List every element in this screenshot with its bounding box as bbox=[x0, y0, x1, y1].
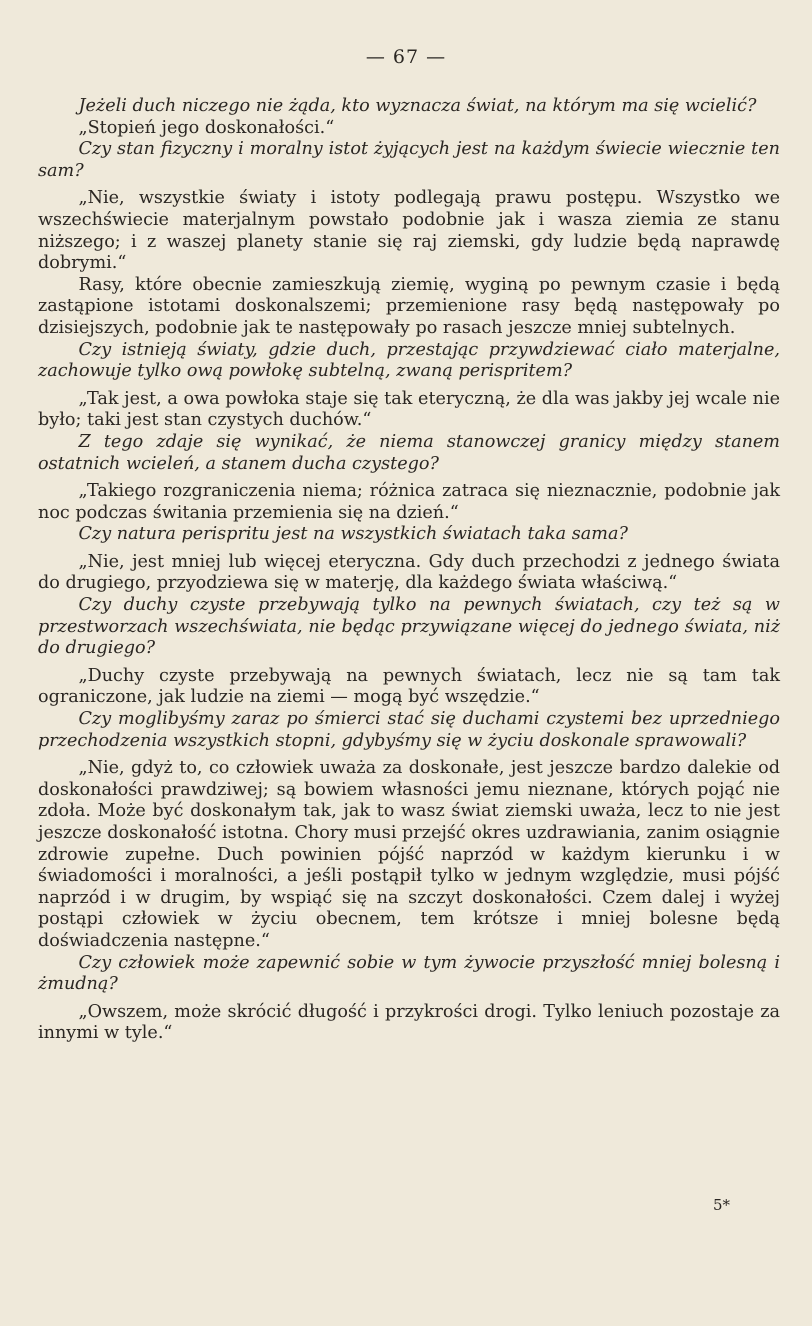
question-paragraph: Czy natura perispritu jest na wszystkich światach taka sama? bbox=[78, 524, 628, 545]
question-paragraph: Z tego zdaje się wynikać, że niema stanowczej granicy między stanem ostatnich wcieleń, a stanem ducha czystego? bbox=[38, 431, 780, 474]
question-paragraph: Czy człowiek może zapewnić sobie w tym żywocie przyszłość mniej bolesną i żmudną? bbox=[38, 952, 780, 995]
body-paragraph: Rasy, które obecnie zamieszkują ziemię, wyginą po pewnym czasie i będą zastąpione istotami doskonalszemi; przemienione rasy będą następowały po dzisiejszych, podobnie jak te następowały po rasach jeszcze mniej subtelnych. bbox=[38, 274, 780, 338]
answer-paragraph: „Nie, wszystkie światy i istoty podlegają prawu postępu. Wszystko we wszechświecie materjalnym powstało podobnie jak i wasza ziemia ze stanu niższego; i z waszej planety stanie się raj ziemski, gdy ludzie będą naprawdę dobrymi.“ bbox=[38, 188, 780, 274]
answer-paragraph: „Nie, gdyż to, co człowiek uważa za doskonałe, jest jeszcze bardzo dalekie od doskonałości prawdziwej; są bowiem własności jemu nieznane, których pojąć nie zdoła. Może być doskonałym tak, jak to wasz świat ziemski uważa, lecz to nie jest jeszcze doskonałość istotna. Chory musi przejść okres uzdrawiania, zanim osiągnie zdrowie zupełne. Duch powinien pójść naprzód w każdym kierunku i w świadomości i moralności, a jeśli postąpił tylko w jednym względzie, musi pójść naprzód i w drugim, by wspiąć się na szczyt doskonałości. Czem dalej i wyżej postąpi człowiek w życiu obecnem, tem krótsze i mniej bolesne będą doświadczenia następne.“ bbox=[38, 758, 780, 951]
page-text bbox=[38, 96, 780, 1045]
answer-paragraph: „Tak jest, a owa powłoka staje się tak eteryczną, że dla was jakby jej wcale nie było; taki jest stan czystych duchów.“ bbox=[38, 388, 780, 431]
page-number: — 67 — bbox=[365, 46, 447, 68]
answer-paragraph: „Owszem, może skrócić długość i przykrości drogi. Tylko leniuch pozostaje za innymi w tyle.“ bbox=[38, 1001, 780, 1044]
printer-signature-mark: 5* bbox=[712, 1196, 730, 1214]
question-paragraph: Czy stan fizyczny i moralny istot żyjących jest na każdym świecie wiecznie ten sam? bbox=[38, 139, 780, 181]
question-paragraph: Czy istnieją światy, gdzie duch, przestając przywdziewać ciało materjalne, zachowuje tylko ową powłokę subtelną, zwaną perispritem? bbox=[38, 339, 780, 382]
answer-paragraph: „Stopień jego doskonałości.“ bbox=[78, 117, 335, 138]
answer-paragraph: „Nie, jest mniej lub więcej eteryczna. Gdy duch przechodzi z jednego świata do drugiego, przyodziewa się w materję, dla każdego świata właściwą.“ bbox=[38, 551, 780, 594]
question-paragraph: Jeżeli duch niczego nie żąda, kto wyznacza świat, na którym ma się wcielić? bbox=[78, 96, 757, 116]
question-paragraph: Czy moglibyśmy zaraz po śmierci stać się duchami czystemi bez uprzedniego przechodzenia wszystkich stopni, gdybyśmy się w życiu doskonale sprawowali? bbox=[38, 709, 780, 751]
answer-paragraph: „Duchy czyste przebywają na pewnych światach, lecz nie są tam tak ograniczone, jak ludzie na ziemi — mogą być wszędzie.“ bbox=[38, 665, 780, 708]
answer-paragraph: „Takiego rozgraniczenia niema; różnica zatraca się nieznacznie, podobnie jak noc podczas świtania przemienia się na dzień.“ bbox=[38, 481, 780, 523]
question-paragraph: Czy duchy czyste przebywają tylko na pewnych światach, czy też są w przestworzach wszechświata, nie będąc przywiązane więcej do jednego świata, niż do drugiego? bbox=[38, 595, 780, 659]
